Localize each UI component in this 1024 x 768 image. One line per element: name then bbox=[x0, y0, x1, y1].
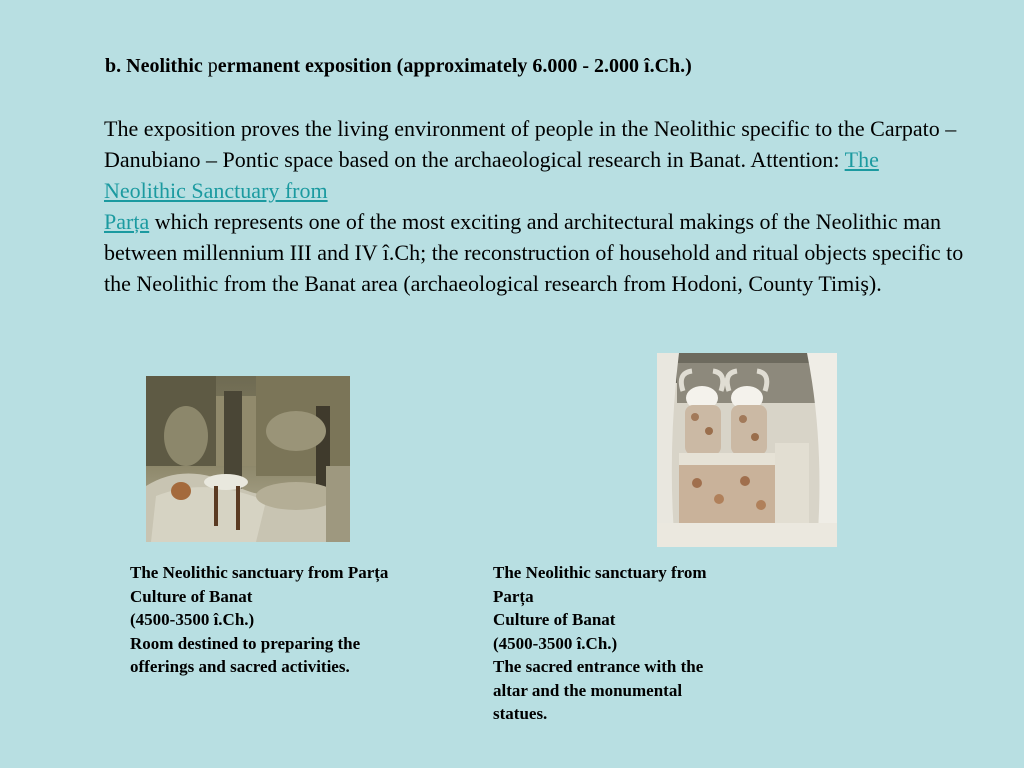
caption-line: Room destined to preparing the bbox=[130, 633, 361, 653]
caption-line: The sacred entrance with the bbox=[493, 657, 704, 676]
sacred-entrance-photo bbox=[657, 353, 837, 547]
caption-line: statues. bbox=[493, 704, 548, 723]
caption-line: The Neolithic sanctuary from bbox=[493, 563, 707, 582]
heading-rest: ermanent exposition (approximately 6.000 - 2.000 î.Ch.) bbox=[217, 55, 692, 77]
caption-line: altar and the monumental bbox=[493, 680, 683, 700]
caption-line: Culture of Banat bbox=[130, 586, 253, 606]
right-photo-caption bbox=[493, 561, 793, 726]
description-paragraph bbox=[104, 113, 964, 299]
heading-prefix: b. Neolithic bbox=[105, 55, 208, 77]
caption-line: offerings and sacred activities. bbox=[130, 657, 350, 676]
caption-line: (4500-3500 î.Ch.) bbox=[130, 610, 255, 629]
slide-heading bbox=[105, 52, 985, 80]
heading-p-letter: p bbox=[207, 55, 218, 77]
left-photo-caption bbox=[130, 561, 470, 679]
sanctuary-link-line2: Parța bbox=[104, 209, 150, 234]
sanctuary-room-photo bbox=[146, 376, 350, 542]
caption-line: Culture of Banat bbox=[493, 610, 616, 629]
caption-line: The Neolithic sanctuary from Parța bbox=[130, 563, 389, 582]
caption-line: Parța bbox=[493, 586, 534, 606]
paragraph-text-end: which represents one of the most exciting and architectural makings of the Neolithic man between millennium III and IV î.Ch; the reconstruction of household and ritual objects specific to the Neolithic from the Banat area (archaeological research from Hodoni, County Timiş). bbox=[104, 209, 964, 296]
sanctuary-link-line1: The Neolithic Sanctuary from bbox=[104, 147, 879, 203]
paragraph-text-start: The exposition proves the living environment of people in the Neolithic specific to the Carpato – Danubiano – Pontic space based on the archaeological research in Banat. Attention: bbox=[104, 116, 957, 172]
caption-line: (4500-3500 î.Ch.) bbox=[493, 633, 618, 653]
